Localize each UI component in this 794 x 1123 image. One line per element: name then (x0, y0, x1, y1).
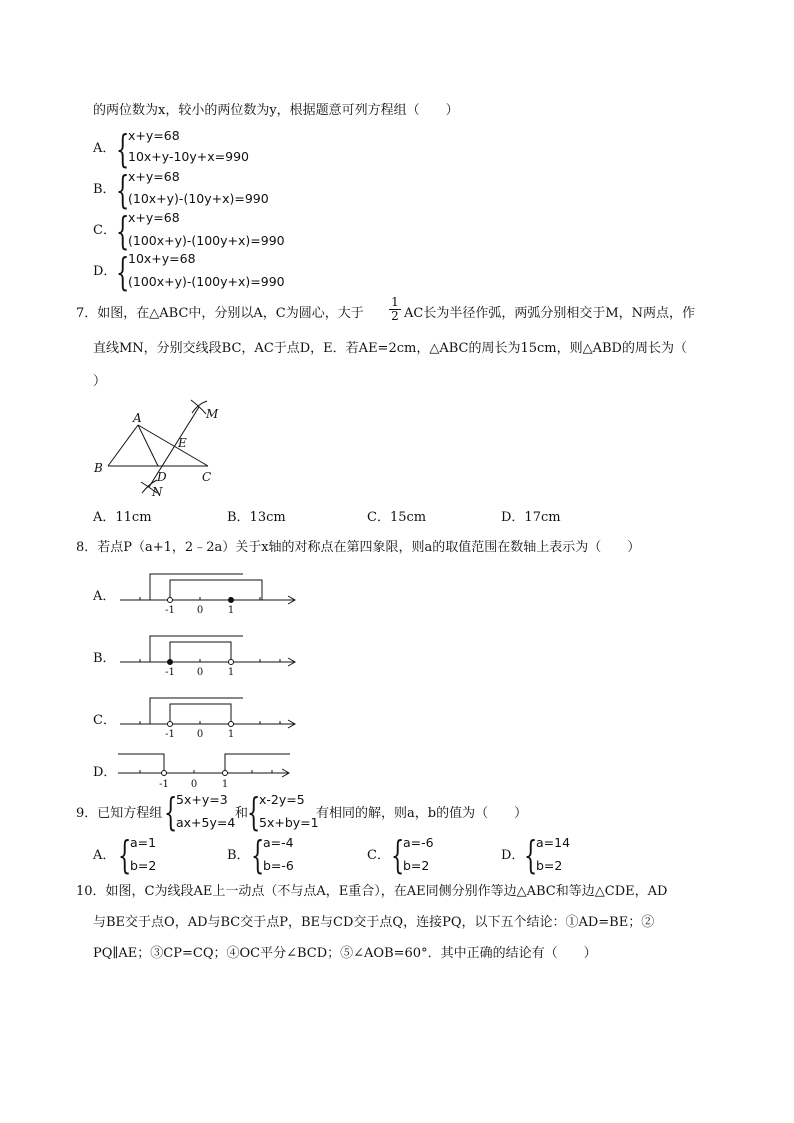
q6-option-d-label[interactable]: D． (93, 264, 117, 279)
q6-option-a-eq2: 10x+y-10y+x=990 (128, 149, 249, 164)
q7-label-m: M (206, 407, 219, 421)
q9-option-a-eq2: b=2 (130, 858, 157, 873)
q9-option-c-eq1: a=-6 (403, 835, 434, 850)
q9-option-b-eq2: b=-6 (263, 858, 294, 873)
q9-option-d-brace: { (524, 833, 538, 877)
q9-system2-brace: { (247, 790, 261, 834)
q7-line1-post: AC长为半径作弧，两弧分别相交于M，N两点，作 (404, 306, 696, 321)
q7-label-d: D (157, 470, 167, 484)
q7-option-b[interactable]: B．13cm (227, 510, 286, 525)
q8-b-tick-0: 0 (196, 667, 204, 678)
q9-stem-pre: 9．已知方程组 (76, 806, 163, 821)
q9-option-c-eq2: b=2 (403, 858, 430, 873)
q9-option-a-brace: { (118, 833, 132, 877)
q9-option-d-label[interactable]: D． (501, 848, 525, 863)
q9-system2-eq1: x-2y=5 (259, 792, 305, 807)
q7-segment-ab (108, 425, 138, 466)
q6-option-a-eq1: x+y=68 (128, 128, 180, 143)
q7-label-n: N (152, 485, 163, 499)
q6-option-d-eq1: 10x+y=68 (128, 251, 196, 266)
q7-fraction (389, 296, 401, 323)
q6-option-d-eq2: (100x+y)-(100y+x)=990 (128, 274, 285, 289)
q8-number-line-c (118, 694, 300, 742)
q6-intro: 的两位数为x，较小的两位数为y，根据题意可列方程组（ ） (93, 103, 459, 118)
q8-stem: 8．若点P（a+1，2﹣2a）关于x轴的对称点在第四象限，则a的取值范围在数轴上表示为（ ） (76, 540, 641, 555)
q9-system1-brace: { (164, 790, 178, 834)
q7-label-a: A (133, 411, 142, 425)
q7-label-b: B (94, 461, 103, 475)
q8-number-line-d (112, 746, 294, 794)
q8-d-tick-0: 0 (190, 779, 198, 790)
q9-option-a-eq1: a=1 (130, 835, 157, 850)
q9-option-d-eq1: a=14 (536, 835, 571, 850)
q8-c-tick-neg1: -1 (165, 729, 175, 740)
q8-d-tick-neg1: -1 (159, 779, 169, 790)
q6-option-c-label[interactable]: C． (93, 223, 116, 238)
q8-a-tick-1: 1 (227, 605, 235, 616)
q10-line1: 10．如图，C为线段AE上一动点（不与点A，E重合），在AE同侧分别作等边△ABC和等边△CDE，AD (76, 884, 668, 899)
q8-b-tick-1: 1 (227, 667, 235, 678)
q9-option-b-label[interactable]: B． (227, 848, 250, 863)
q7-option-a[interactable]: A．11cm (93, 510, 152, 525)
q6-option-d-brace: { (116, 250, 130, 294)
q10-line3: PQ∥AE；③CP=CQ；④OC平分∠BCD；⑤∠AOB=60°．其中正确的结论有（ ） (93, 946, 597, 961)
q8-a-tick-neg1: -1 (165, 605, 175, 616)
q7-triangle-figure (88, 392, 238, 502)
q9-option-b-eq1: a=-4 (263, 835, 294, 850)
q7-line3: ） (93, 374, 107, 389)
q9-system2-eq2: 5x+by=1 (259, 815, 319, 830)
q9-and: 和 (235, 806, 249, 821)
q6-option-b-eq1: x+y=68 (128, 169, 180, 184)
q6-option-c-eq1: x+y=68 (128, 210, 180, 225)
q6-option-b-label[interactable]: B． (93, 182, 116, 197)
q7-label-c: C (202, 470, 212, 484)
q7-line2: 直线MN，分别交线段BC，AC于点D，E．若AE=2cm，△ABC的周长为15cm，则△ABD的周长为（ (93, 341, 687, 356)
q10-line2: 与BE交于点O，AD与BC交于点P，BE与CD交于点Q，连接PQ，以下五个结论：①AD=BE；② (93, 915, 655, 930)
q9-option-c-label[interactable]: C． (367, 848, 390, 863)
q7-option-c[interactable]: C．15cm (367, 510, 427, 525)
q8-option-b-label[interactable]: B． (93, 651, 116, 666)
q9-option-d-eq2: b=2 (536, 858, 563, 873)
q9-system1-eq2: ax+5y=4 (176, 815, 236, 830)
q6-option-a-label[interactable]: A． (93, 141, 116, 156)
q7-fraction-denominator: 2 (389, 309, 401, 323)
q9-system1-eq1: 5x+y=3 (176, 792, 228, 807)
q8-c-tick-0: 0 (196, 729, 204, 740)
q8-d-tick-1: 1 (221, 779, 229, 790)
q7-option-d[interactable]: D．17cm (501, 510, 561, 525)
q8-number-line-b (118, 632, 300, 680)
q7-fraction-numerator: 1 (391, 295, 399, 309)
q8-a-tick-0: 0 (196, 605, 204, 616)
q8-c-tick-1: 1 (227, 729, 235, 740)
q6-option-c-eq2: (100x+y)-(100y+x)=990 (128, 233, 285, 248)
q6-option-b-brace: { (116, 168, 130, 212)
q9-stem-post: 有相同的解，则a，b的值为（ ） (316, 806, 528, 821)
q9-option-b-brace: { (251, 833, 265, 877)
q9-option-c-brace: { (391, 833, 405, 877)
q9-option-a-label[interactable]: A． (93, 848, 116, 863)
q7-line1-pre: 7．如图，在△ABC中，分别以A，C为圆心，大于 (76, 306, 364, 321)
q6-option-a-brace: { (116, 127, 130, 171)
q8-number-line-a (118, 570, 300, 618)
q8-option-a-label[interactable]: A． (93, 589, 116, 604)
q8-option-d-label[interactable]: D． (93, 765, 117, 780)
q6-option-c-brace: { (116, 209, 130, 253)
q6-option-b-eq2: (10x+y)-(10y+x)=990 (128, 191, 269, 206)
q8-b-tick-neg1: -1 (165, 667, 175, 678)
q7-label-e: E (178, 436, 187, 450)
q8-option-c-label[interactable]: C． (93, 713, 116, 728)
